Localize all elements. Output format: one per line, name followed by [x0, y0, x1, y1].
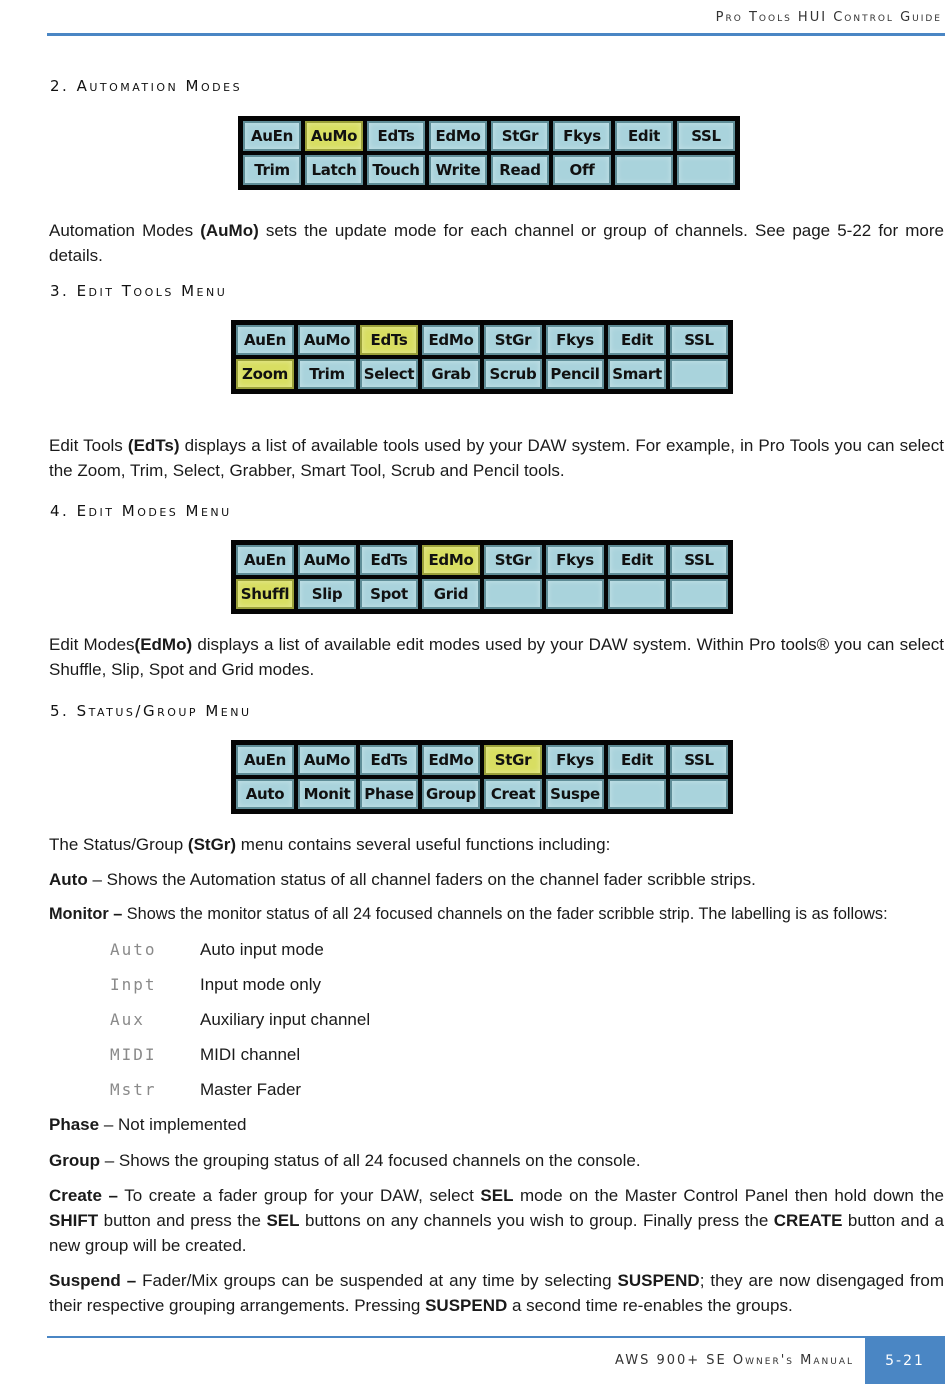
key-off: Off	[553, 155, 611, 185]
key-stgr: StGr	[484, 745, 542, 775]
key-edts: EdTs	[360, 545, 418, 575]
key-stgr: StGr	[484, 545, 542, 575]
key-aumo: AuMo	[305, 121, 363, 151]
section-title-edit-tools: 3. Edit Tools Menu	[50, 282, 228, 300]
key-edts: EdTs	[360, 325, 418, 355]
section-title-automation-modes: 2. Automation Modes	[50, 77, 243, 95]
key-blank	[484, 579, 542, 609]
key-touch: Touch	[367, 155, 425, 185]
key-stgr: StGr	[484, 325, 542, 355]
key-blank	[546, 579, 604, 609]
key-write: Write	[429, 155, 487, 185]
monitor-legend-row	[110, 1042, 300, 1067]
section-title-edit-modes: 4. Edit Modes Menu	[50, 502, 232, 520]
key-fkys: Fkys	[546, 545, 604, 575]
footer-manual-title: AWS 900+ SE Owner's Manual	[615, 1353, 854, 1368]
key-grid: Grid	[422, 579, 480, 609]
key-ssl: SSL	[677, 121, 735, 151]
key-edmo: EdMo	[422, 745, 480, 775]
edit-modes-panel	[231, 540, 733, 614]
key-blank	[615, 155, 673, 185]
key-shuffl: Shuffl	[236, 579, 294, 609]
paragraph-group: Group – Shows the grouping status of all 24 focused channels on the console.	[49, 1151, 641, 1170]
key-edts: EdTs	[360, 745, 418, 775]
key-scrub: Scrub	[484, 359, 542, 389]
paragraph-phase: Phase – Not implemented	[49, 1115, 247, 1134]
key-aumo: AuMo	[298, 545, 356, 575]
key-blank	[670, 779, 728, 809]
key-ssl: SSL	[670, 325, 728, 355]
key-trim: Trim	[243, 155, 301, 185]
key-fkys: Fkys	[553, 121, 611, 151]
key-latch: Latch	[305, 155, 363, 185]
key-edmo: EdMo	[422, 545, 480, 575]
key-auen: AuEn	[236, 545, 294, 575]
legend-code: Inpt	[110, 975, 157, 994]
key-zoom: Zoom	[236, 359, 294, 389]
header-rule	[47, 33, 945, 36]
key-edit: Edit	[608, 745, 666, 775]
key-edit: Edit	[608, 545, 666, 575]
key-auen: AuEn	[236, 325, 294, 355]
status-group-panel	[231, 740, 733, 814]
legend-desc: Master Fader	[200, 1079, 302, 1099]
key-blank	[608, 779, 666, 809]
paragraph-monitor: Monitor – Shows the monitor status of all 24 focused channels on the fader scribble strip. The labelling is as follows:	[49, 905, 888, 923]
key-fkys: Fkys	[546, 745, 604, 775]
key-aumo: AuMo	[298, 745, 356, 775]
page-number: 5-21	[865, 1338, 945, 1384]
legend-desc: Auxiliary input channel	[200, 1009, 371, 1029]
key-suspe: Suspe	[546, 779, 604, 809]
legend-desc: Auto input mode	[200, 939, 324, 959]
paragraph-automation-modes: Automation Modes (AuMo) sets the update mode for each channel or group of channels. See page 5-22 for more details.	[49, 221, 945, 265]
key-slip: Slip	[298, 579, 356, 609]
key-smart: Smart	[608, 359, 666, 389]
monitor-legend-row	[110, 1007, 370, 1032]
key-auen: AuEn	[243, 121, 301, 151]
paragraph-create: Create – To create a fader group for your DAW, select SEL mode on the Master Control Panel then hold down the SHIFT button and press the SEL buttons on any channels you wish to group. Finally press the CREATE button and a new group will be created.	[49, 1186, 945, 1255]
monitor-legend-row	[110, 1077, 301, 1102]
key-aumo: AuMo	[298, 325, 356, 355]
legend-desc: Input mode only	[200, 974, 321, 994]
edit-tools-panel	[231, 320, 733, 394]
legend-code: Aux	[110, 1010, 145, 1029]
key-pencil: Pencil	[546, 359, 604, 389]
paragraph-edit-tools: Edit Tools (EdTs) displays a list of available tools used by your DAW system. For example, in Pro Tools you can select the Zoom, Trim, Select, Grabber, Smart Tool, Scrub and Pencil tools.	[49, 436, 944, 480]
automation-modes-panel	[238, 116, 740, 190]
key-ssl: SSL	[670, 745, 728, 775]
paragraph-edit-modes: Edit Modes(EdMo) displays a list of available edit modes used by your DAW system. Within Pro tools® you can select Shuffle, Slip, Spot and Grid modes.	[49, 635, 944, 679]
key-grab: Grab	[422, 359, 480, 389]
legend-code: Mstr	[110, 1080, 157, 1099]
key-group: Group	[422, 779, 480, 809]
key-blank	[670, 359, 728, 389]
key-blank	[608, 579, 666, 609]
key-edit: Edit	[608, 325, 666, 355]
key-phase: Phase	[360, 779, 418, 809]
header-title: Pro Tools HUI Control Guide	[715, 10, 942, 25]
key-trim: Trim	[298, 359, 356, 389]
key-auto: Auto	[236, 779, 294, 809]
legend-desc: MIDI channel	[200, 1044, 301, 1064]
paragraph-status-group: The Status/Group (StGr) menu contains several useful functions including:	[49, 835, 611, 854]
key-fkys: Fkys	[546, 325, 604, 355]
key-spot: Spot	[360, 579, 418, 609]
monitor-legend-row	[110, 937, 324, 962]
footer-rule	[47, 1336, 945, 1338]
key-edts: EdTs	[367, 121, 425, 151]
legend-code: Auto	[110, 940, 157, 959]
key-edmo: EdMo	[429, 121, 487, 151]
key-select: Select	[360, 359, 418, 389]
key-edit: Edit	[615, 121, 673, 151]
key-blank	[670, 579, 728, 609]
key-stgr: StGr	[491, 121, 549, 151]
key-auen: AuEn	[236, 745, 294, 775]
section-title-status-group: 5. Status/Group Menu	[50, 702, 252, 720]
key-ssl: SSL	[670, 545, 728, 575]
key-monit: Monit	[298, 779, 356, 809]
paragraph-auto: Auto – Shows the Automation status of all channel faders on the channel fader scribble strips.	[49, 870, 756, 889]
monitor-legend-row	[110, 972, 321, 997]
key-read: Read	[491, 155, 549, 185]
key-blank	[677, 155, 735, 185]
key-creat: Creat	[484, 779, 542, 809]
legend-code: MIDI	[110, 1045, 157, 1064]
key-edmo: EdMo	[422, 325, 480, 355]
paragraph-suspend: Suspend – Fader/Mix groups can be suspended at any time by selecting SUSPEND; they are now disengaged from their respective grouping arrangements. Pressing SUSPEND a second time re-enables the groups.	[49, 1271, 944, 1315]
